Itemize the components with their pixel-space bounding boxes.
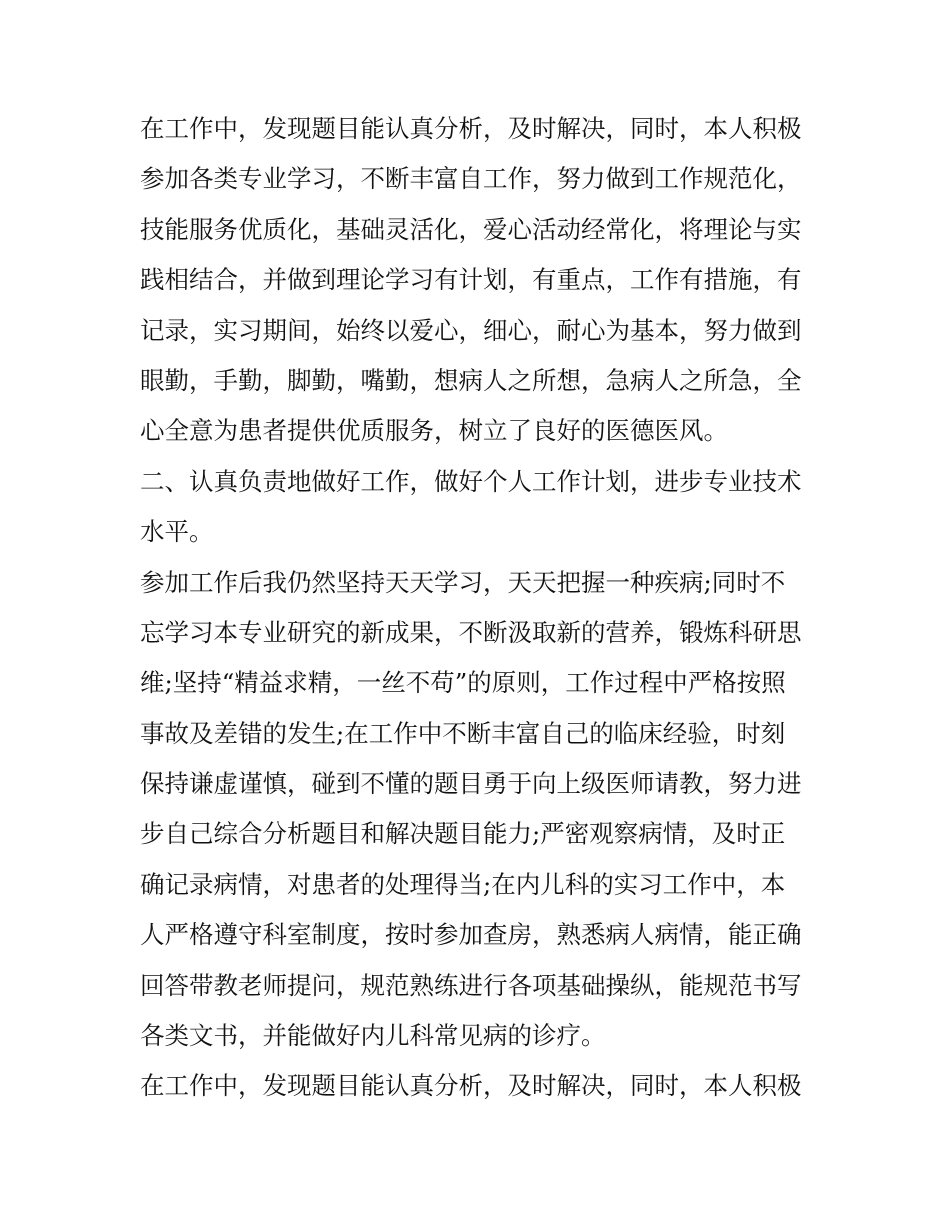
text-line: 忘学习本专业研究的新成果，不断汲取新的营养，锻炼科研思 bbox=[140, 617, 802, 647]
text-line: 在工作中，发现题目能认真分析，及时解决，同时，本人积极 bbox=[140, 1071, 802, 1101]
text-line: 参加各类专业学习，不断丰富自工作，努力做到工作规范化， bbox=[140, 164, 802, 194]
text-line: 确记录病情，对患者的处理得当;在内儿科的实习工作中，本 bbox=[140, 869, 786, 899]
text-line: 回答带教老师提问，规范熟练进行各项基础操纵，能规范书写 bbox=[140, 970, 802, 1000]
text-line: 维;坚持“精益求精，一丝不苟”的原则，工作过程中严格按照 bbox=[140, 668, 786, 698]
body-text bbox=[140, 104, 820, 1112]
text-line: 步自己综合分析题目和解决题目能力;严密观察病情，及时正 bbox=[140, 819, 786, 849]
text-line: 记录，实习期间，始终以爱心，细心，耐心为基本，努力做到 bbox=[140, 315, 802, 345]
text-line: 心全意为患者提供优质服务，树立了良好的医德医风。 bbox=[140, 416, 728, 446]
text-line: 在工作中，发现题目能认真分析，及时解决，同时，本人积极 bbox=[140, 114, 802, 143]
text-line: 事故及差错的发生;在工作中不断丰富自己的临床经验，时刻 bbox=[140, 718, 786, 748]
text-line: 践相结合，并做到理论学习有计划，有重点，工作有措施，有 bbox=[140, 265, 802, 295]
section-heading-continued: 水平。 bbox=[140, 517, 214, 547]
section-heading: 二、认真负责地做好工作，做好个人工作计划，进步专业技术 bbox=[140, 466, 802, 496]
text-line: 各类文书，并能做好内儿科常见病的诊疗。 bbox=[140, 1021, 606, 1051]
text-line: 眼勤，手勤，脚勤，嘴勤，想病人之所想，急病人之所急，全 bbox=[140, 365, 802, 395]
text-line: 人严格遵守科室制度，按时参加查房，熟悉病人病情，能正确 bbox=[140, 920, 802, 950]
text-line: 技能服务优质化，基础灵活化，爱心活动经常化，将理论与实 bbox=[140, 214, 802, 244]
text-line: 参加工作后我仍然坚持天天学习，天天把握一种疾病;同时不 bbox=[140, 567, 786, 597]
text-line: 保持谦虚谨慎，碰到不懂的题目勇于向上级医师请教，努力进 bbox=[140, 769, 802, 799]
